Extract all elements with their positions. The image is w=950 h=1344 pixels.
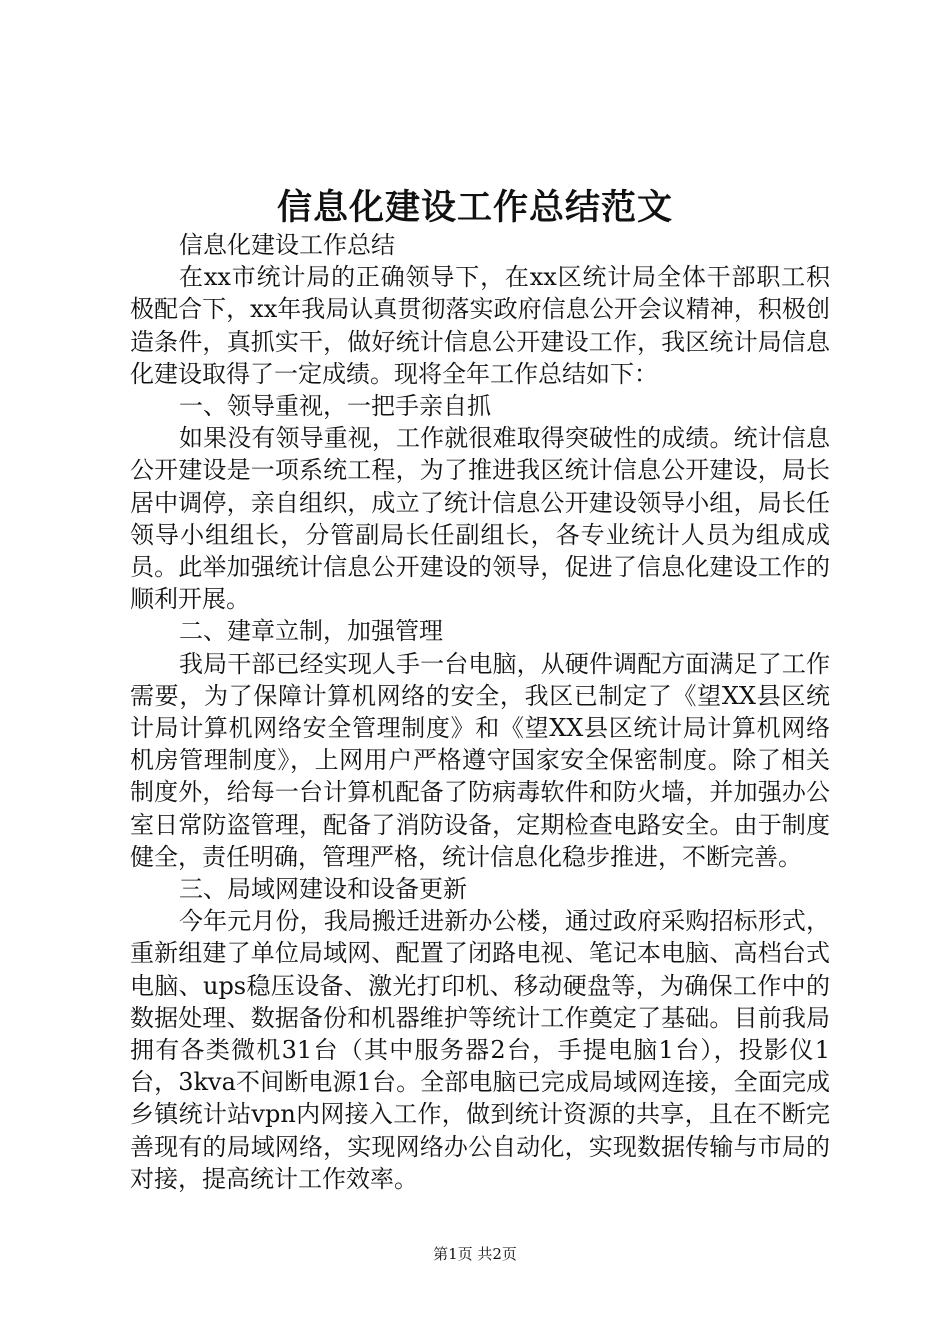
section-heading-1: 一、领导重视，一把手亲自抓	[179, 392, 491, 421]
section-heading-2: 二、建章立制，加强管理	[179, 617, 443, 646]
section-heading-3: 三、局域网建设和设备更新	[179, 875, 467, 904]
document-subtitle: 信息化建设工作总结	[179, 231, 395, 259]
section-paragraph-2: 我局干部已经实现人手一台电脑，从硬件调配方面满足了工作需要，为了保障计算机网络的安全，我区已制定了《望XX县区统计局计算机网络安全管理制度》和《望XX县区统计局计算机网络机房管理制度》，上网用户严格遵守国家安全保密制度。除了相关制度外，给每一台计算机配备了防病毒软件和防火墙，并加强办公室日常防盗管理，配备了消防设备，定期检查电路安全。由于制度健全，责任明确，管理严格，统计信息化稳步推进，不断完善。	[130, 649, 830, 871]
section-paragraph-3: 今年元月份，我局搬迁进新办公楼，通过政府采购招标形式，重新组建了单位局域网、配置了闭路电视、笔记本电脑、高档台式电脑、ups稳压设备、激光打印机、移动硬盘等，为确保工作中的数据处理、数据备份和机器维护等统计工作奠定了基础。目前我局拥有各类微机31台（其中服务器2台，手提电脑1台），投影仪1台，3kva不间断电源1台。全部电脑已完成局域网连接，全面完成乡镇统计站vpn内网接入工作，做到统计资源的共享，且在不断完善现有的局域网络，实现网络办公自动化，实现数据传输与市局的对接，提高统计工作效率。	[130, 907, 830, 1193]
document-title: 信息化建设工作总结范文	[276, 188, 673, 228]
page-number-footer: 第1页 共2页	[433, 1245, 517, 1263]
intro-paragraph: 在xx市统计局的正确领导下，在xx区统计局全体干部职工积极配合下，xx年我局认真贯彻落实政府信息公开会议精神，积极创造条件，真抓实干，做好统计信息公开建设工作，我区统计局信息化建设取得了一定成绩。现将全年工作总结如下：	[130, 263, 830, 388]
section-paragraph-1: 如果没有领导重视，工作就很难取得突破性的成绩。统计信息公开建设是一项系统工程，为了推进我区统计信息公开建设，局长居中调停，亲自组织，成立了统计信息公开建设领导小组，局长任领导小组组长，分管副局长任副组长，各专业统计人员为组成成员。此举加强统计信息公开建设的领导，促进了信息化建设工作的顺利开展。	[130, 424, 830, 614]
document-body	[130, 229, 830, 1195]
